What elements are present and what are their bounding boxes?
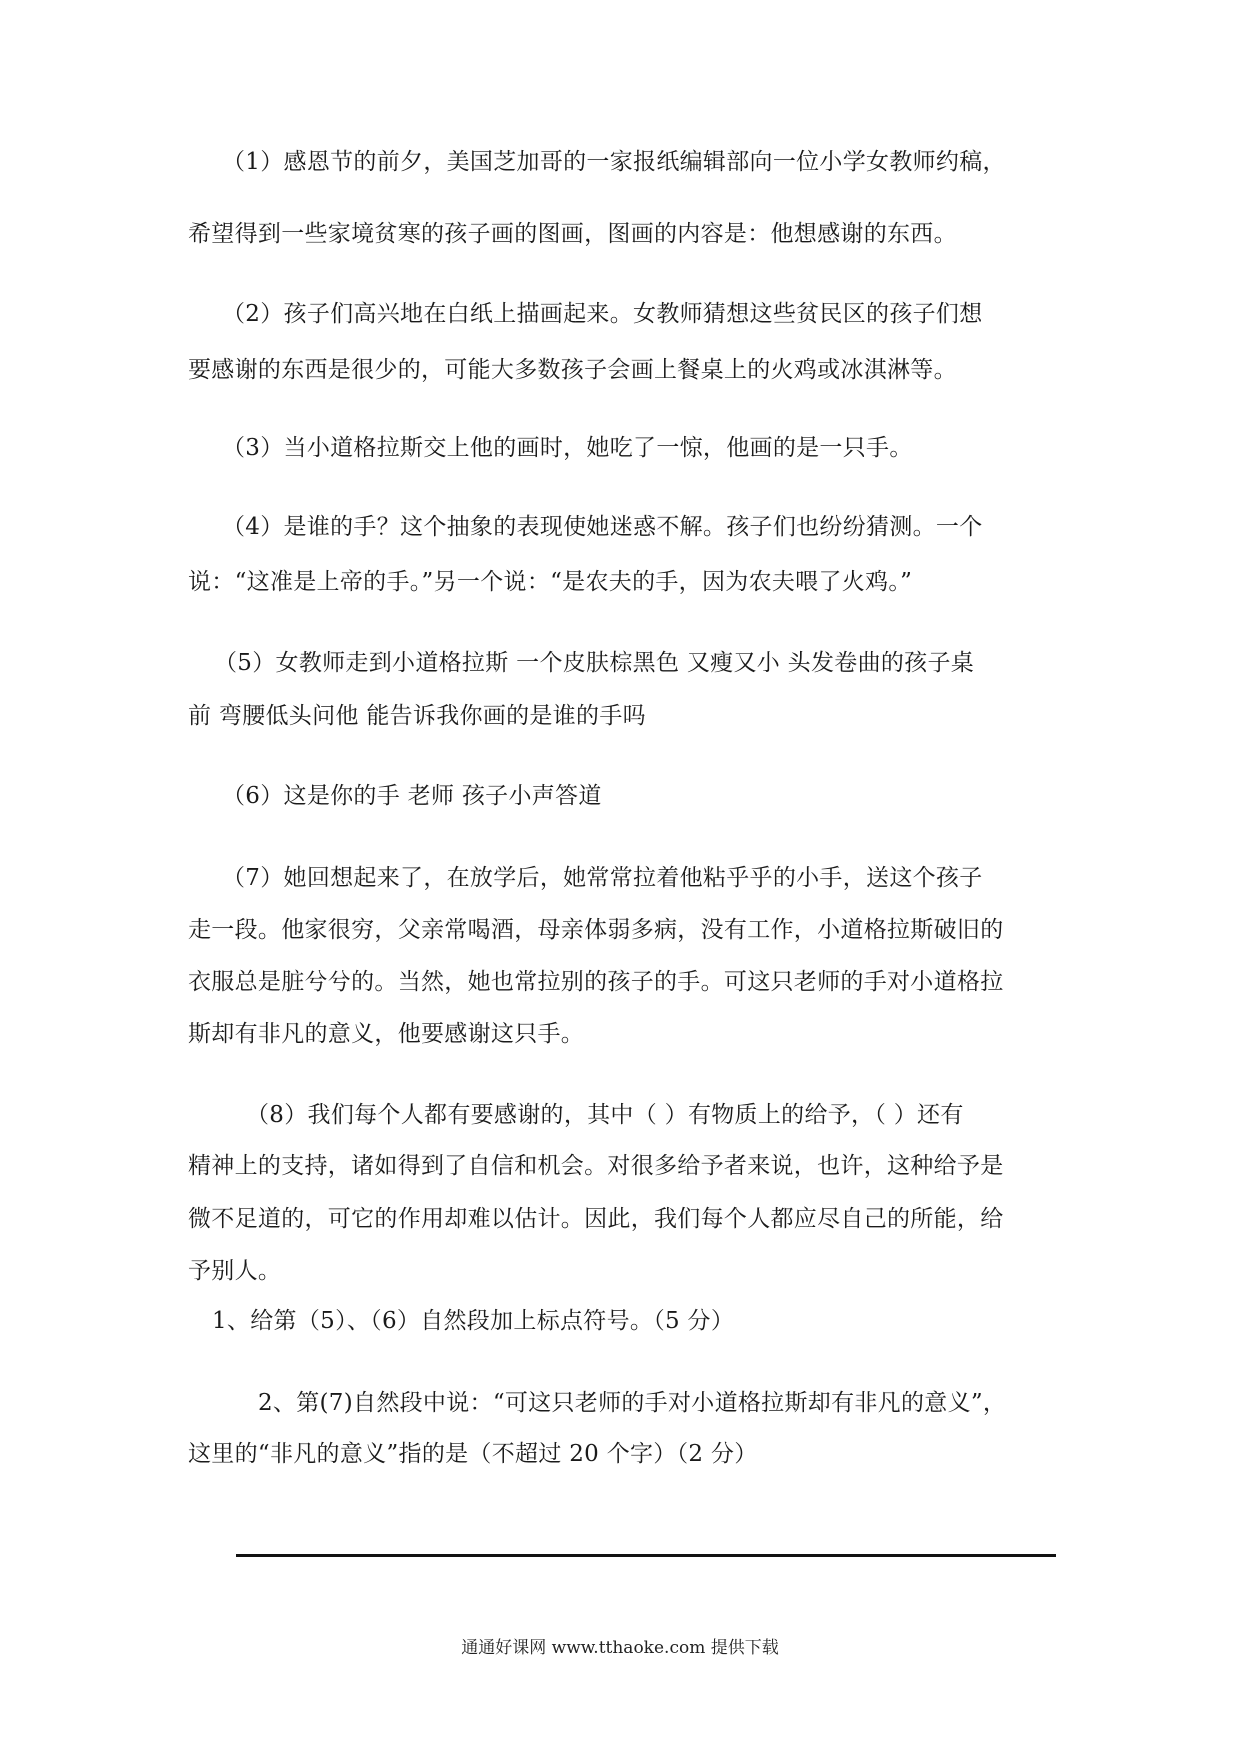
paragraph-1-line-2: 希望得到一些家境贫寒的孩子画的图画，图画的内容是：他想感谢的东西。: [188, 221, 957, 247]
paragraph-2-line-1: （2）孩子们高兴地在白纸上描画起来。女教师猜想这些贫民区的孩子们想: [222, 301, 983, 327]
paragraph-2-line-2: 要感谢的东西是很少的，可能大多数孩子会画上餐桌上的火鸡或冰淇淋等。: [188, 357, 957, 383]
paragraph-7-line-4: 斯却有非凡的意义，他要感谢这只手。: [188, 1021, 585, 1047]
paragraph-7-line-3: 衣服总是脏兮兮的。当然，她也常拉别的孩子的手。可这只老师的手对小道格拉: [188, 969, 1004, 995]
paragraph-5-line-2: 前 弯腰低头问他 能告诉我你画的是谁的手吗: [188, 703, 646, 729]
paragraph-1-line-1: （1）感恩节的前夕，美国芝加哥的一家报纸编辑部向一位小学女教师约稿，: [222, 149, 1006, 175]
paragraph-8-line-4: 予别人。: [188, 1258, 282, 1284]
paragraph-6-line-1: （6）这是你的手 老师 孩子小声答道: [222, 783, 602, 809]
paragraph-3-line-1: （3）当小道格拉斯交上他的画时，她吃了一惊，他画的是一只手。: [222, 435, 913, 461]
question-2-line-1: 2、第(7)自然段中说：“可这只老师的手对小道格拉斯却有非凡的意义”，: [258, 1390, 1007, 1416]
paragraph-8-line-3: 微不足道的，可它的作用却难以估计。因此，我们每个人都应尽自己的所能，给: [188, 1206, 1004, 1232]
question-1: 1、给第（5）、（6）自然段加上标点符号。（5 分）: [212, 1308, 735, 1334]
paragraph-7-line-1: （7）她回想起来了，在放学后，她常常拉着他粘乎乎的小手，送这个孩子: [222, 865, 983, 891]
paragraph-8-line-2: 精神上的支持，诸如得到了自信和机会。对很多给予者来说，也许，这种给予是: [188, 1153, 1004, 1179]
question-2-line-2: 这里的“非凡的意义”指的是（不超过 20 个字）（2 分）: [188, 1441, 758, 1467]
paragraph-4-line-1: （4）是谁的手？这个抽象的表现使她迷惑不解。孩子们也纷纷猜测。一个: [222, 514, 983, 540]
horizontal-rule: [236, 1554, 1056, 1557]
paragraph-4-line-2: 说：“这准是上帝的手。”另一个说：“是农夫的手，因为农夫喂了火鸡。”: [188, 569, 913, 595]
footer-credit: 通通好课网 www.tthaoke.com 提供下载: [461, 1638, 779, 1658]
paragraph-5-line-1: （5）女教师走到小道格拉斯 一个皮肤棕黑色 又瘦又小 头发卷曲的孩子桌: [214, 650, 975, 676]
paragraph-8-line-1: （8）我们每个人都有要感谢的，其中（ ）有物质上的给予，（ ）还有: [246, 1102, 964, 1128]
paragraph-7-line-2: 走一段。他家很穷，父亲常喝酒，母亲体弱多病，没有工作，小道格拉斯破旧的: [188, 917, 1004, 943]
